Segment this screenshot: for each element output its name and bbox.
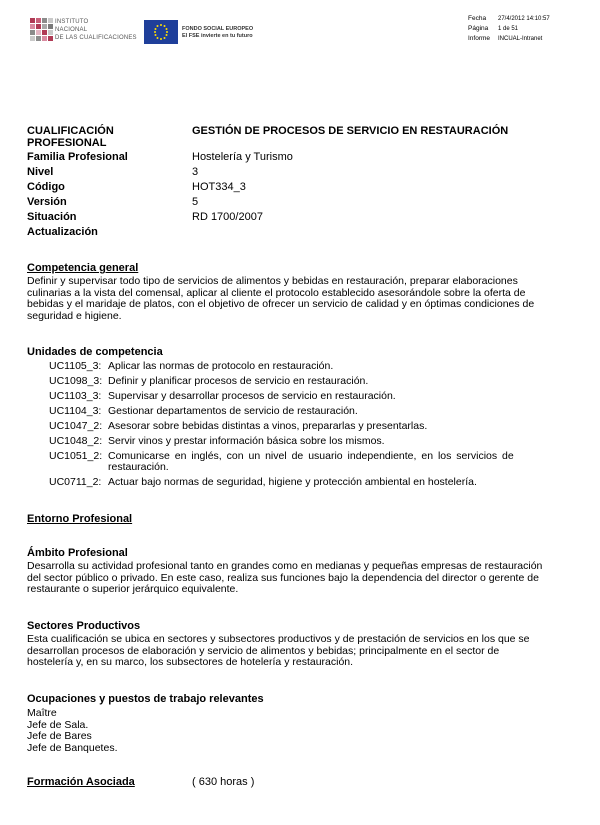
sectores-heading: Sectores Productivos [27,620,141,632]
formacion-heading: Formación Asociada [27,776,135,788]
entorno-heading: Entorno Profesional [27,513,133,525]
meta-value: 27/4/2012 14:10:57 [498,16,550,22]
list-item: Jefe de Bares [27,730,92,742]
institute-name: INSTITUTO NACIONAL DE LAS CUALIFICACIONES [55,19,137,41]
sectores-text: Esta cualificación se ubica en sectores y subsectores productivos y de prestación de servicios en los que se desarrollan procesos de elaboración y servicio de alimentos y bebidas; principalmente en el sector de hostelería y, en su marco, los subsectores de hotelería y restauración. [27,633,530,668]
field-value: 3 [192,166,199,178]
meta-key: Página [468,25,489,32]
meta-key: Fecha [468,15,487,22]
field-value: RD 1700/2007 [192,211,263,223]
ambito-text: Desarrolla su actividad profesional tanto en grandes como en medianas y pequeñas empresas de restauración del sector público o privado. En este caso, realiza sus funciones bajo la dependencia del director o gerente de restaurante o superior jerárquico equivalente. [27,560,543,595]
field-value: 5 [192,196,199,208]
incual-logo [30,18,52,42]
ambito-heading: Ámbito Profesional [27,547,128,559]
unidades-heading: Unidades de competencia [27,346,163,358]
field-label: Versión [27,196,67,208]
unidades-list: UC1105_3: Aplicar las normas de protocolo en restauración. UC1098_3: Definir y planificar procesos de servicio en restauración. UC1103_3: Supervisar y desarrollar procesos de servicio en restauración. UC1104_3: Gestionar departamentos de servicio de restauración. UC1047_2: Asesorar sobre bebidas distintas a vinos, prepararlas y presentarlas. UC1048_2: Servir vinos y prestar información básica sobre los mismos. UC1051_2: Comunicarse en inglés, con un nivel de usuario independiente, en los servicios de restauración. UC0711_2: Actuar bajo normas de seguridad, higiene y protección ambiental en hostelería. [49,360,514,488]
field-label: Código [27,181,65,193]
meta-value: INCUAL-Intranet [498,36,543,42]
competencia-heading: Competencia general [27,262,139,274]
field-label: Nivel [27,166,54,178]
formacion-hours: ( 630 horas ) [192,776,255,788]
list-item: Jefe de Banquetes. [27,741,118,754]
ocupaciones-heading: Ocupaciones y puestos de trabajo relevantes [27,693,264,705]
field-label: Familia Profesional [27,151,128,163]
field-value: Hostelería y Turismo [192,151,293,163]
fse-label: FONDO SOCIAL EUROPEO El FSE invierte en tu futuro [182,26,254,39]
field-label: Situación [27,211,77,223]
field-label: Actualización [27,226,98,238]
list-item: Jefe de Sala. [27,718,89,731]
competencia-text: Definir y supervisar todo tipo de servicios de alimentos y bebidas en restauración, preparar elaboraciones culinarias a la vista del comensal, aplicar al cliente el protocolo establecido asesorándole sobre la oferta de bebidas y el maridaje de platos, con el objetivo de ofrecer un servicio de calidad y en óptimas condiciones de seguridad e higiene. [27,275,535,322]
ocupaciones-list [27,708,574,754]
qualification-title: GESTIÓN DE PROCESOS DE SERVICIO EN RESTAURACIÓN [192,125,509,137]
field-value: HOT334_3 [192,181,246,193]
meta-value: 1 de 51 [498,26,519,32]
list-item: Maître [27,707,57,719]
meta-key: Informe [468,35,491,42]
eu-flag-icon [144,20,178,44]
qualification-label: CUALIFICACIÓN PROFESIONAL [27,125,114,149]
report-meta [468,14,550,44]
